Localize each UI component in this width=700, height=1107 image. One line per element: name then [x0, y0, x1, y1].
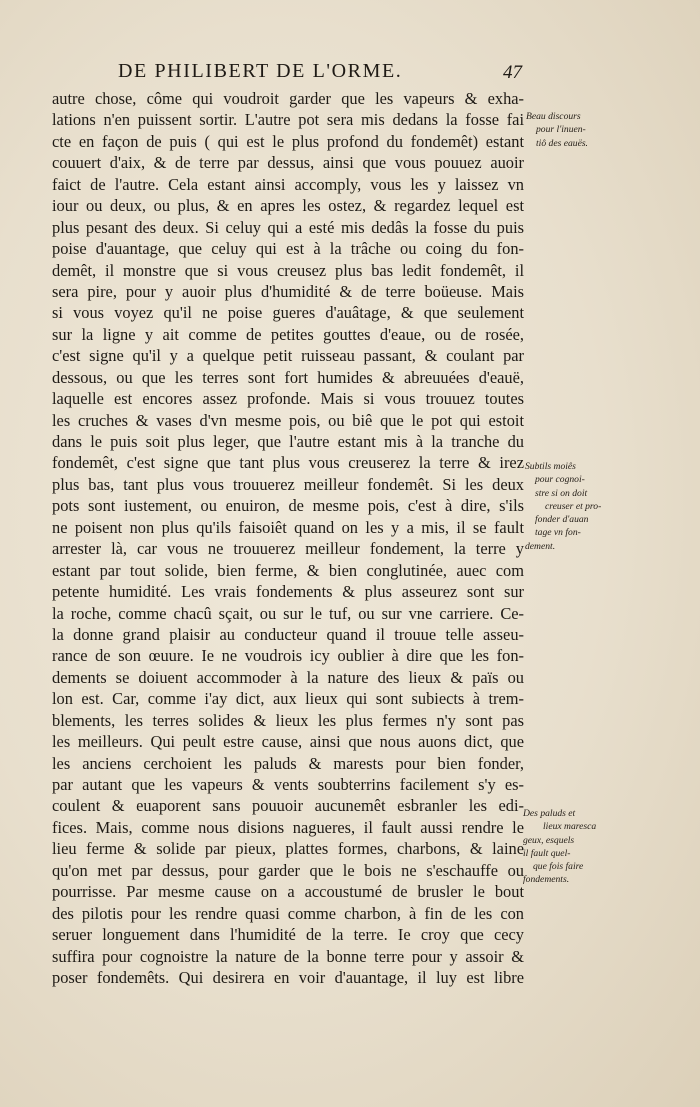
text-line: estant par tout solide, bien ferme, & bien conglutinée, auec com — [52, 560, 524, 580]
marginal-note-line: geux, esquels — [523, 834, 575, 846]
page-number: 47 — [503, 62, 522, 83]
marginal-note-line: Des paluds et — [523, 808, 576, 819]
text-line: la roche, comme chacû sçait, ou sur le tuf, ou sur vne carriere. Ce- — [52, 603, 524, 623]
marginal-note-line: il fault quel- — [523, 847, 571, 859]
text-line: qu'on met par dessus, pour garder que le bois ne s'eschauffe ou — [52, 860, 524, 880]
text-line: sur la ligne y ait comme de petites gouttes d'eaue, ou de rosée, — [52, 324, 524, 344]
text-line: dessous, ou que les terres sont fort humides & abreuuées d'eauë, — [52, 367, 524, 387]
text-line: laquelle est encores assez profonde. Mais si vous trouuez toutes — [52, 389, 524, 409]
text-line: seruer longuement dans l'humidité de la terre. Ie croy que cecy — [52, 925, 524, 945]
text-line: poise d'auantage, que celuy qui est à la trâche ou coing du fon- — [52, 239, 524, 259]
text-line: dements se doiuent accommoder à la nature des lieux & païs ou — [52, 667, 524, 687]
text-line: c'est signe qu'il y a quelque petit ruisseau passant, & coulant par — [52, 346, 524, 366]
marginal-note-line: lieux maresca — [543, 821, 597, 833]
text-line: rance de son œuure. Ie ne voudrois icy oublier à dire que les fon- — [52, 646, 524, 666]
marginal-note-line: Subtils moiês — [525, 461, 576, 472]
text-line: par autant que les vapeurs & vents soubterrins facilement s'y es- — [52, 775, 524, 794]
marginal-note-line: pour cognoi- — [535, 474, 585, 486]
text-line: blements, les terres solides & lieux les plus fermes n'y sont pas — [52, 710, 524, 730]
marginal-note-marshes — [523, 807, 595, 887]
text-line: plus pesant des deux. Si celuy qui a esté mis dedâs la fosse du puis — [52, 217, 524, 237]
text-line: ne poisent non plus qu'ils faisoiêt quand on les y a mis, il se fault — [52, 517, 524, 537]
marginal-note-line: fonder d'auan — [535, 514, 589, 526]
text-line: iour ou deux, ou plus, & en apres les ostez, & regardez lequel est — [52, 196, 524, 216]
text-line: cte en façon de puis ( qui est le plus profond du fondemêt) estant — [52, 131, 524, 151]
text-line: la donne grand plaisir au conducteur quand il trouue telle asseu- — [52, 624, 524, 644]
marginal-note-line: que fois faire — [533, 861, 584, 873]
main-text-block — [52, 88, 524, 988]
text-line: des pilotis pour les rendre quasi comme charbon, à fin de les con — [52, 903, 524, 923]
text-line: pourrisse. Par mesme cause on a accoustumé de brusler le bout — [52, 882, 524, 902]
text-line: sera pire, pour y auoir plus d'humidité & de terre boüeuse. Mais — [52, 281, 524, 301]
text-line: les cruches & vases d'vn mesme pois, ou biê que le pot qui estoit — [52, 410, 524, 430]
marginal-note-subtle-means — [525, 460, 602, 553]
marginal-note-line: Beau discours — [526, 111, 581, 122]
text-line: poser fondemêts. Qui desirera en voir d'auantage, il luy est libre — [52, 967, 524, 987]
page-header — [118, 58, 538, 84]
text-line: plus bas, tant plus vous trouuerez meilleur fondemêt. Si les deux — [52, 474, 524, 494]
text-line: pots sont iustement, ou enuiron, de mesme pois, c'est à dire, s'ils — [52, 496, 524, 516]
text-line: si vous voyez qu'il ne poise gueres d'auâtage, & que seulement — [52, 303, 524, 323]
text-line: coulent & euaporent sans pouuoir aucunemêt esbranler les edi- — [52, 796, 524, 816]
text-line: les meilleurs. Qui peult estre cause, ainsi que nous auons dict, que — [52, 732, 524, 752]
text-line: fondemêt, c'est signe que tant plus vous creuserez la terre & irez — [52, 453, 524, 473]
text-line: fices. Mais, comme nous disions nagueres, il fault aussi rendre le — [52, 817, 524, 837]
marginal-note-water-discovery — [526, 110, 598, 150]
text-line: lations n'en puissent sortir. L'autre pot sera mis dedans la fosse fai — [52, 110, 524, 130]
marginal-note-line: tage vn fon- — [535, 527, 581, 539]
marginal-note-line: stre si on doit — [535, 487, 588, 499]
text-line: demêt, il monstre que si vous creusez plus bas ledit fondemêt, il — [52, 260, 524, 280]
marginal-note-line: tiô des eauës. — [536, 137, 588, 149]
text-line: faict de l'autre. Cela estant ainsi accomply, vous les y laissez vn — [52, 174, 524, 194]
text-line: lieu ferme & solide par pieux, plattes formes, charbons, & laine — [52, 839, 524, 859]
text-line: arrester là, car vous ne trouuerez meilleur fondement, la terre y — [52, 539, 524, 559]
marginal-note-line: creuser et pro- — [545, 500, 602, 512]
marginal-note-line: fondements. — [523, 874, 570, 886]
text-line: couuert d'aix, & de terre par dessus, ainsi que vous pouuez auoir — [52, 153, 524, 173]
text-line: petente humidité. Les vrais fondements & plus asseurez sont sur — [52, 582, 524, 602]
marginal-note-line: pour l'inuen- — [536, 124, 586, 136]
text-line: lon est. Car, comme i'ay dict, aux lieux qui sont subiects à trem- — [52, 689, 524, 709]
text-line: suffira pour cognoistre la nature de la bonne terre pour y assoir & — [52, 946, 524, 966]
text-line: autre chose, côme qui voudroit garder que les vapeurs & exha- — [52, 89, 524, 108]
text-line: les anciens cerchoient les paluds & marests pour bien fonder, — [52, 753, 524, 773]
marginal-note-line: dement. — [525, 540, 556, 552]
text-line: dans le puis soit plus leger, que l'autre estant mis à la tranche du — [52, 432, 524, 451]
running-head: DE PHILIBERT DE L'ORME. — [118, 60, 403, 82]
